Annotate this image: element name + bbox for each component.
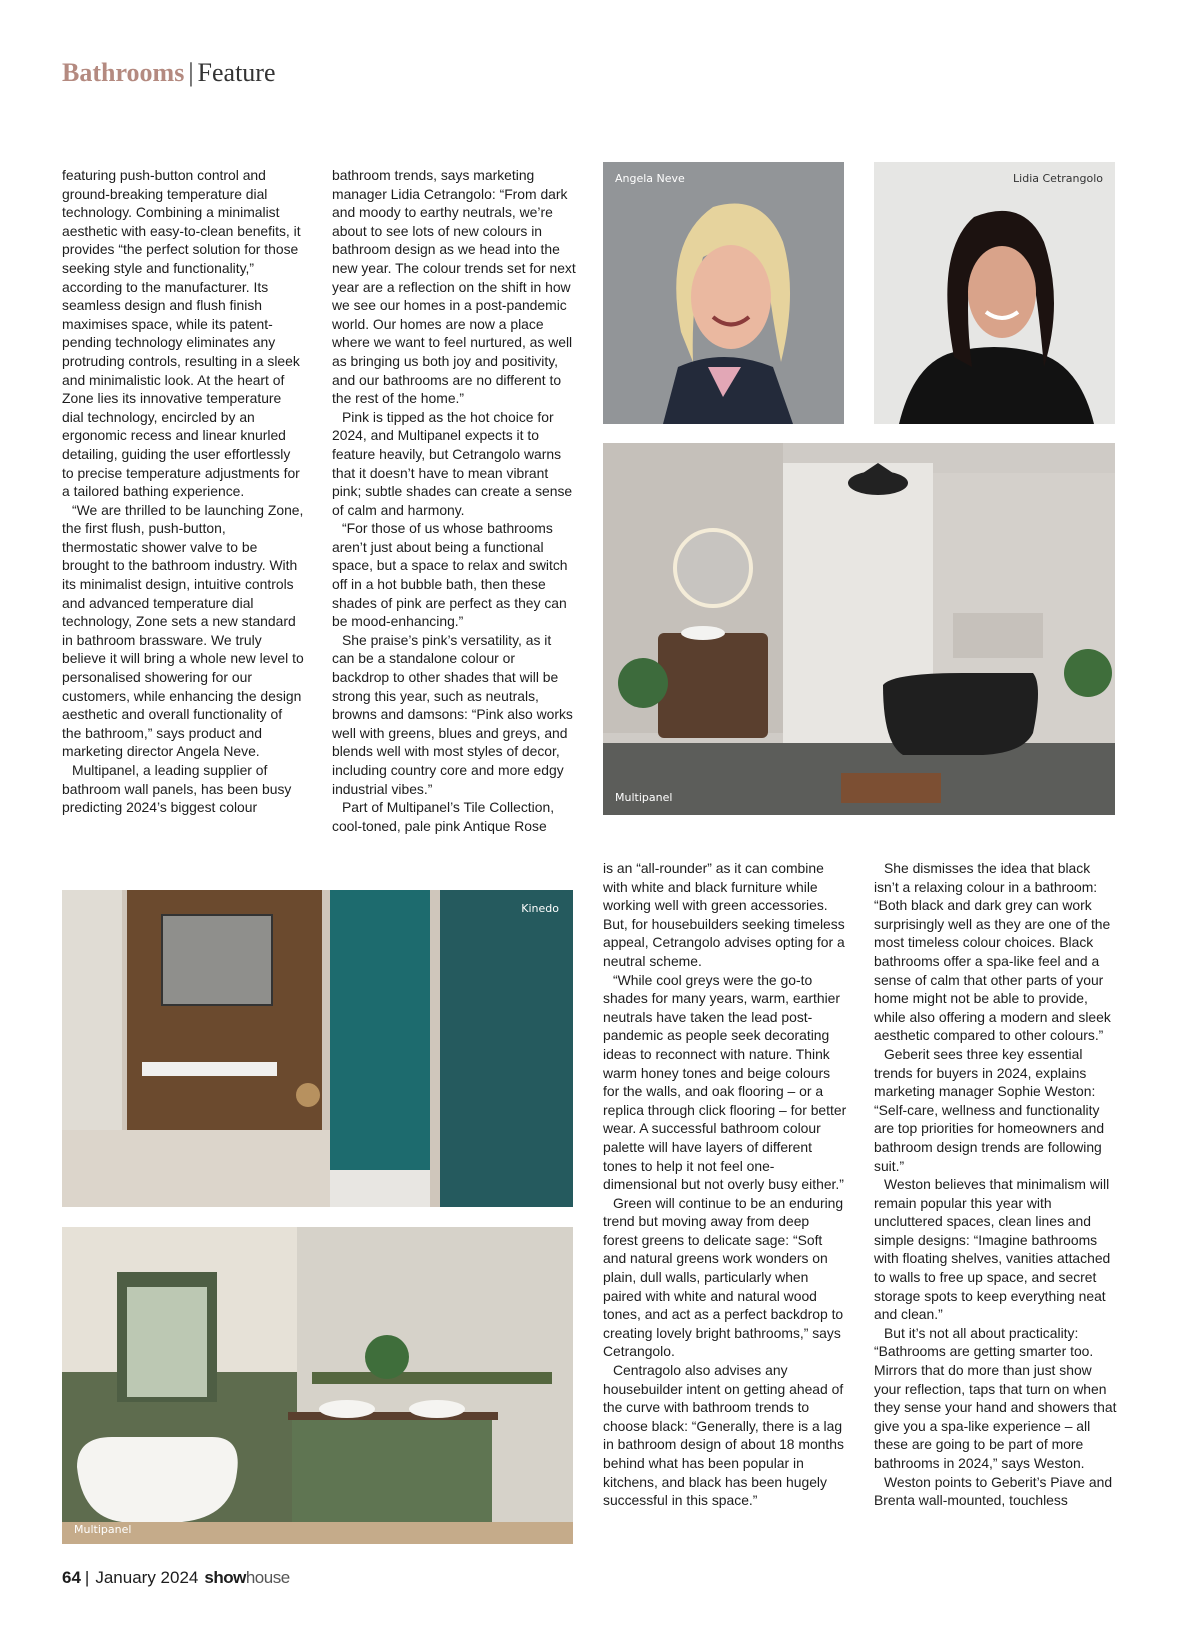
photo-teal-tiled-shower bbox=[62, 890, 573, 1207]
brand-logo-house: house bbox=[245, 1568, 290, 1587]
photo-caption: Kinedo bbox=[521, 902, 559, 915]
paragraph: She praise’s pink’s versatility, as it can be a standalone colour or backdrop to other shades that will be strong this year, such as neutrals, browns and damsons: “Pink also works well with greens, blues and greys, and blends well with most styles of decor, including country core and more edgy industrial vibes.” bbox=[332, 631, 573, 797]
paragraph: She dismisses the idea that black isn’t a relaxing colour in a bathroom: “Both black and dark grey can work surprisingly well as they are one of the most timeless colour choices. Black bathrooms offer a spa-like feel and a sense of calm that other parts of your home might not be able to provide, while also offering a modern and sleek aesthetic compared to other colours.” bbox=[874, 860, 1111, 1044]
paragraph: featuring push-button control and ground-breaking temperature dial technology. Combining a minimalist aesthetic with easy-to-clean benefits, it provides “the perfect solution for those seeking style and functionality,” according to the manufacturer. Its seamless design and flush finish maximises space, while its patent-pending technology eliminates any protruding controls, resulting in a sleek and minimalistic look. At the heart of Zone lies its innovative temperature dial technology, encircled by an ergonomic recess and linear knurled detailing, guiding the user effortlessly to precise temperature adjustments for a tailored bathing experience. bbox=[62, 167, 301, 500]
brand-logo-show: show bbox=[204, 1568, 246, 1587]
text-column-1 bbox=[62, 166, 304, 817]
section-label: Bathrooms bbox=[62, 58, 185, 87]
paragraph: Centragolo also advises any housebuilder intent on getting ahead of the curve with bathroom trends to choose black: “Generally, there is a lag in bathroom design of about 18 months behind what has been popular in kitchens, and black has been hugely successful in this space.” bbox=[603, 1362, 844, 1509]
paragraph: “While cool greys were the go-to shades for many years, warm, earthier neutrals have taken the lead post-pandemic as people seek decorating ideas to reconnect with nature. Think warm honey tones and beige colours for the walls, and oak flooring – or a replica through click flooring – for better wear. A successful bathroom colour palette will have layers of different tones to help it not feel one-dimensional but not overly busy either.” bbox=[603, 971, 847, 1193]
header-separator: | bbox=[188, 58, 194, 87]
portrait-angela-neve bbox=[603, 162, 844, 424]
photo-black-bathtub-room bbox=[603, 443, 1115, 815]
photo-caption: Multipanel bbox=[74, 1523, 132, 1536]
paragraph: bathroom trends, says marketing manager Lidia Cetrangolo: “From dark and moody to earthy neutrals, we’re about to see lots of new colours in bathroom design as we head into the new year. The colour trends set for next year are a reflection on the shift in how we see our homes in a post-pandemic world. Our homes are now a place where we want to feel nurtured, as well as bringing us both joy and positivity, and our bathrooms are no different to the rest of the home.” bbox=[332, 167, 576, 407]
photo-green-vanity-bathroom bbox=[62, 1227, 573, 1544]
paragraph: Pink is tipped as the hot choice for 2024, and Multipanel expects it to feature heavily, but Cetrangolo warns that it doesn’t have to mean vibrant pink; subtle shades can create a sense of calm and harmony. bbox=[332, 408, 573, 518]
paragraph: “For those of us whose bathrooms aren’t just about being a functional space, but a space to relax and switch off in a hot bubble bath, then these shades of pink are perfect as they can be mood-enhancing.” bbox=[332, 520, 568, 630]
footer-separator: | bbox=[84, 1568, 90, 1587]
photo-caption: Lidia Cetrangolo bbox=[1013, 172, 1103, 185]
text-column-4 bbox=[874, 859, 1118, 1510]
issue-date: January 2024 bbox=[95, 1568, 199, 1587]
text-column-2 bbox=[332, 166, 576, 835]
photo-caption: Multipanel bbox=[615, 791, 673, 804]
section-header bbox=[62, 58, 276, 88]
portrait-lidia-cetrangolo bbox=[874, 162, 1115, 424]
paragraph: Part of Multipanel’s Tile Collection, cool-toned, pale pink Antique Rose bbox=[332, 799, 555, 834]
section-type: Feature bbox=[197, 58, 276, 87]
photo-caption: Angela Neve bbox=[615, 172, 685, 185]
page-footer bbox=[62, 1568, 290, 1588]
paragraph: Multipanel, a leading supplier of bathroom wall panels, has been busy predicting 2024’s biggest colour bbox=[62, 762, 292, 816]
paragraph: Geberit sees three key essential trends for buyers in 2024, explains marketing manager Sophie Weston: “Self-care, wellness and functionality are top priorities for homeowners and bathroom design trends are following suit.” bbox=[874, 1045, 1105, 1174]
paragraph: “We are thrilled to be launching Zone, the first flush, push-button, thermostatic shower valve to be brought to the bathroom industry. With its minimalist design, intuitive controls and advanced temperature dial technology, Zone sets a new standard in bathroom brassware. We truly believe it will bring a whole new level to personalised showering for our customers, while enhancing the design aesthetic and overall functionality of the bathroom,” says product and marketing director Angela Neve. bbox=[62, 501, 304, 760]
page-number: 64 bbox=[62, 1568, 81, 1587]
paragraph: Weston points to Geberit’s Piave and Brenta wall-mounted, touchless bbox=[874, 1473, 1113, 1509]
paragraph: is an “all-rounder” as it can combine with white and black furniture while working well with green accessories. But, for housebuilders seeking timeless appeal, Cetrangolo advises opting for a neutral scheme. bbox=[603, 860, 845, 969]
paragraph: But it’s not all about practicality: “Bathrooms are getting smarter too. Mirrors that do more than just show your reflection, taps that turn on when they sense your hand and showers that give you a spa-like experience – all these are going to be part of more bathrooms in 2024,” says Weston. bbox=[874, 1324, 1117, 1471]
paragraph: Weston believes that minimalism will remain popular this year with uncluttered spaces, clean lines and simple designs: “Imagine bathrooms with floating shelves, vanities attached to walls to free up space, and secret storage spots to keep everything neat and clean.” bbox=[874, 1176, 1111, 1323]
text-column-3 bbox=[603, 859, 847, 1510]
paragraph: Green will continue to be an enduring trend but moving away from deep forest greens to delicate sage: “Soft and natural greens work wonders on plain, dull walls, particularly when paired with white and natural wood tones, and act as a perfect backdrop to creating lovely bright bathrooms,” says Cetrangolo. bbox=[603, 1194, 844, 1360]
